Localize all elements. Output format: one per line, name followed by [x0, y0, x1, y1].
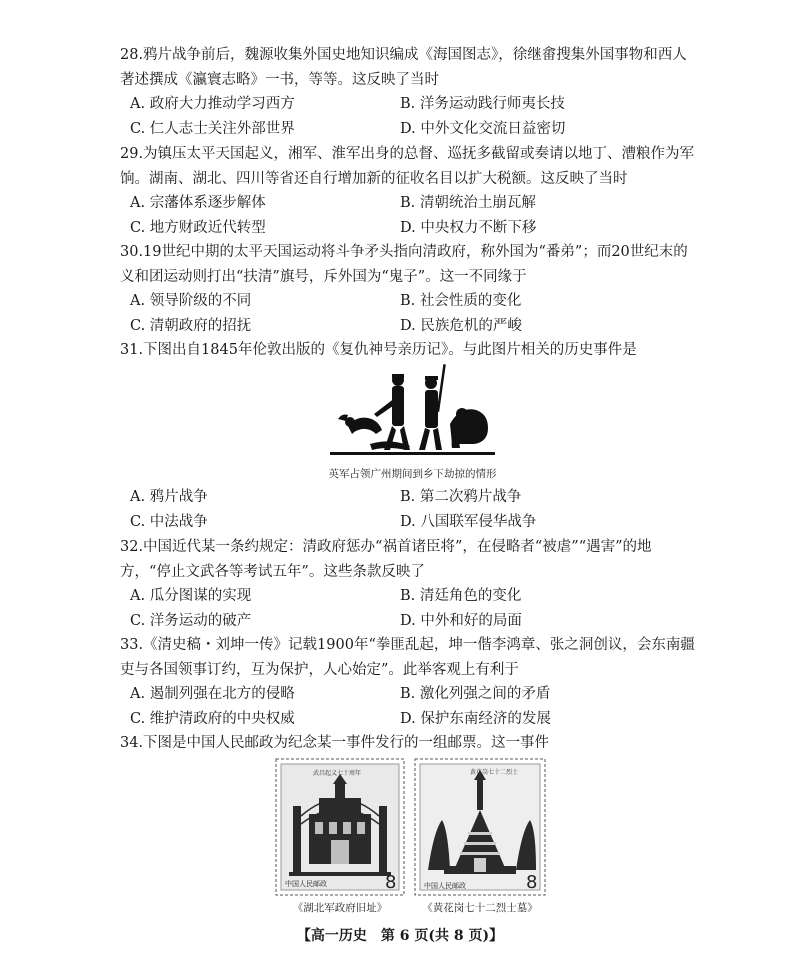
stamp-caption: 《湖北军政府旧址》 — [292, 902, 388, 914]
stamp-huanghuagang-tomb — [414, 758, 546, 896]
option-a[interactable]: A. 瓜分图谋的实现 — [130, 588, 252, 604]
option-c[interactable]: C. 地方财政近代转型 — [130, 219, 266, 236]
option-c[interactable]: C. 中法战争 — [130, 513, 208, 530]
options — [120, 485, 700, 534]
question-stem: 29.为镇压太平天国起义，湘军、淮军出身的总督、巡抚多截留或奏请以地丁、漕粮作为军饷。湖南、湖北、四川等省还自行增加新的征收名目以扩大税额。这反映了当时 — [120, 146, 695, 187]
option-b[interactable]: B. 激化列强之间的矛盾 — [400, 686, 551, 702]
question-29 — [120, 142, 700, 240]
stamp-value: 8 — [526, 872, 538, 893]
question-stem: 32.中国近代某一条约规定：清政府惩办“祸首诸臣将”，在侵略者“被虐”“遇害”的地方，“停止文武各等考试五年”。这些条款反映了 — [120, 539, 652, 580]
option-c[interactable]: C. 维护清政府的中央权威 — [130, 710, 295, 727]
question-stem: 28.鸦片战争前后，魏源收集外国史地知识编成《海国图志》，徐继畬搜集外国事物和西人著述撰成《瀛寰志略》一书，等等。这反映了当时 — [120, 47, 687, 88]
option-a[interactable]: A. 宗藩体系逐步解体 — [130, 195, 266, 211]
option-a[interactable]: A. 鸦片战争 — [130, 489, 208, 505]
option-b[interactable]: B. 社会性质的变化 — [400, 293, 522, 309]
option-a[interactable]: A. 政府大力推动学习西方 — [130, 96, 295, 112]
question-28 — [120, 43, 700, 141]
question-32 — [120, 535, 700, 633]
question-31 — [120, 338, 700, 363]
option-c[interactable]: C. 仁人志士关注外部世界 — [130, 120, 295, 137]
question-30 — [120, 240, 700, 338]
stamp-title: 黄花岗七十二烈士 — [469, 769, 519, 776]
option-c[interactable]: C. 洋务运动的破产 — [130, 612, 252, 629]
stamp-hubei-military-government — [275, 758, 405, 896]
question-34 — [120, 731, 700, 756]
options — [120, 92, 700, 141]
option-b[interactable]: B. 清廷角色的变化 — [400, 588, 522, 604]
historical-illustration — [330, 364, 495, 464]
options — [120, 289, 700, 338]
option-d[interactable]: D. 中央权力不断下移 — [400, 219, 537, 236]
stamp-country: 中国人民邮政 — [285, 880, 327, 888]
options — [120, 682, 700, 731]
figure-caption: 英军占领广州期间到乡下劫掠的情形 — [328, 468, 497, 480]
option-d[interactable]: D. 八国联军侵华战争 — [400, 513, 537, 530]
option-c[interactable]: C. 清朝政府的招抚 — [130, 317, 252, 334]
stamp-value: 8 — [385, 872, 397, 893]
stamp-title: 武昌起义七十周年 — [312, 770, 362, 777]
option-b[interactable]: B. 洋务运动践行师夷长技 — [400, 96, 565, 112]
option-b[interactable]: B. 清朝统治土崩瓦解 — [400, 195, 536, 211]
question-stem: 31.下图出自1845年伦敦出版的《复仇神号亲历记》。与此图片相关的历史事件是 — [120, 342, 637, 358]
option-d[interactable]: D. 中外文化交流日益密切 — [400, 120, 566, 137]
question-stem: 30.19世纪中期的太平天国运动将斗争矛头指向清政府，称外国为“番弟”；而20世纪末的义和团运动则打出“扶清”旗号，斥外国为“鬼子”。这一不同缘于 — [120, 244, 688, 285]
stamp-country: 中国人民邮政 — [424, 882, 466, 890]
option-d[interactable]: D. 保护东南经济的发展 — [400, 710, 551, 727]
question-stem: 33.《清史稿・刘坤一传》记载1900年“拳匪乱起，坤一偕李鸿章、张之洞创议，会东南疆吏与各国领事订约，互为保护，人心始定”。此举客观上有利于 — [120, 637, 695, 678]
stamp-caption: 《黄花岗七十二烈士墓》 — [422, 902, 538, 914]
option-b[interactable]: B. 第二次鸦片战争 — [400, 489, 522, 505]
options — [120, 191, 700, 240]
option-d[interactable]: D. 中外和好的局面 — [400, 612, 522, 629]
options — [120, 584, 700, 633]
page-footer: 【高一历史 第 6 页(共 8 页)】 — [296, 928, 504, 944]
option-a[interactable]: A. 领导阶级的不同 — [130, 293, 252, 309]
question-31-options — [120, 485, 700, 534]
question-33 — [120, 633, 700, 731]
option-a[interactable]: A. 遏制列强在北方的侵略 — [130, 686, 295, 702]
question-stem: 34.下图是中国人民邮政为纪念某一事件发行的一组邮票。这一事件 — [120, 735, 550, 751]
option-d[interactable]: D. 民族危机的严峻 — [400, 317, 522, 334]
